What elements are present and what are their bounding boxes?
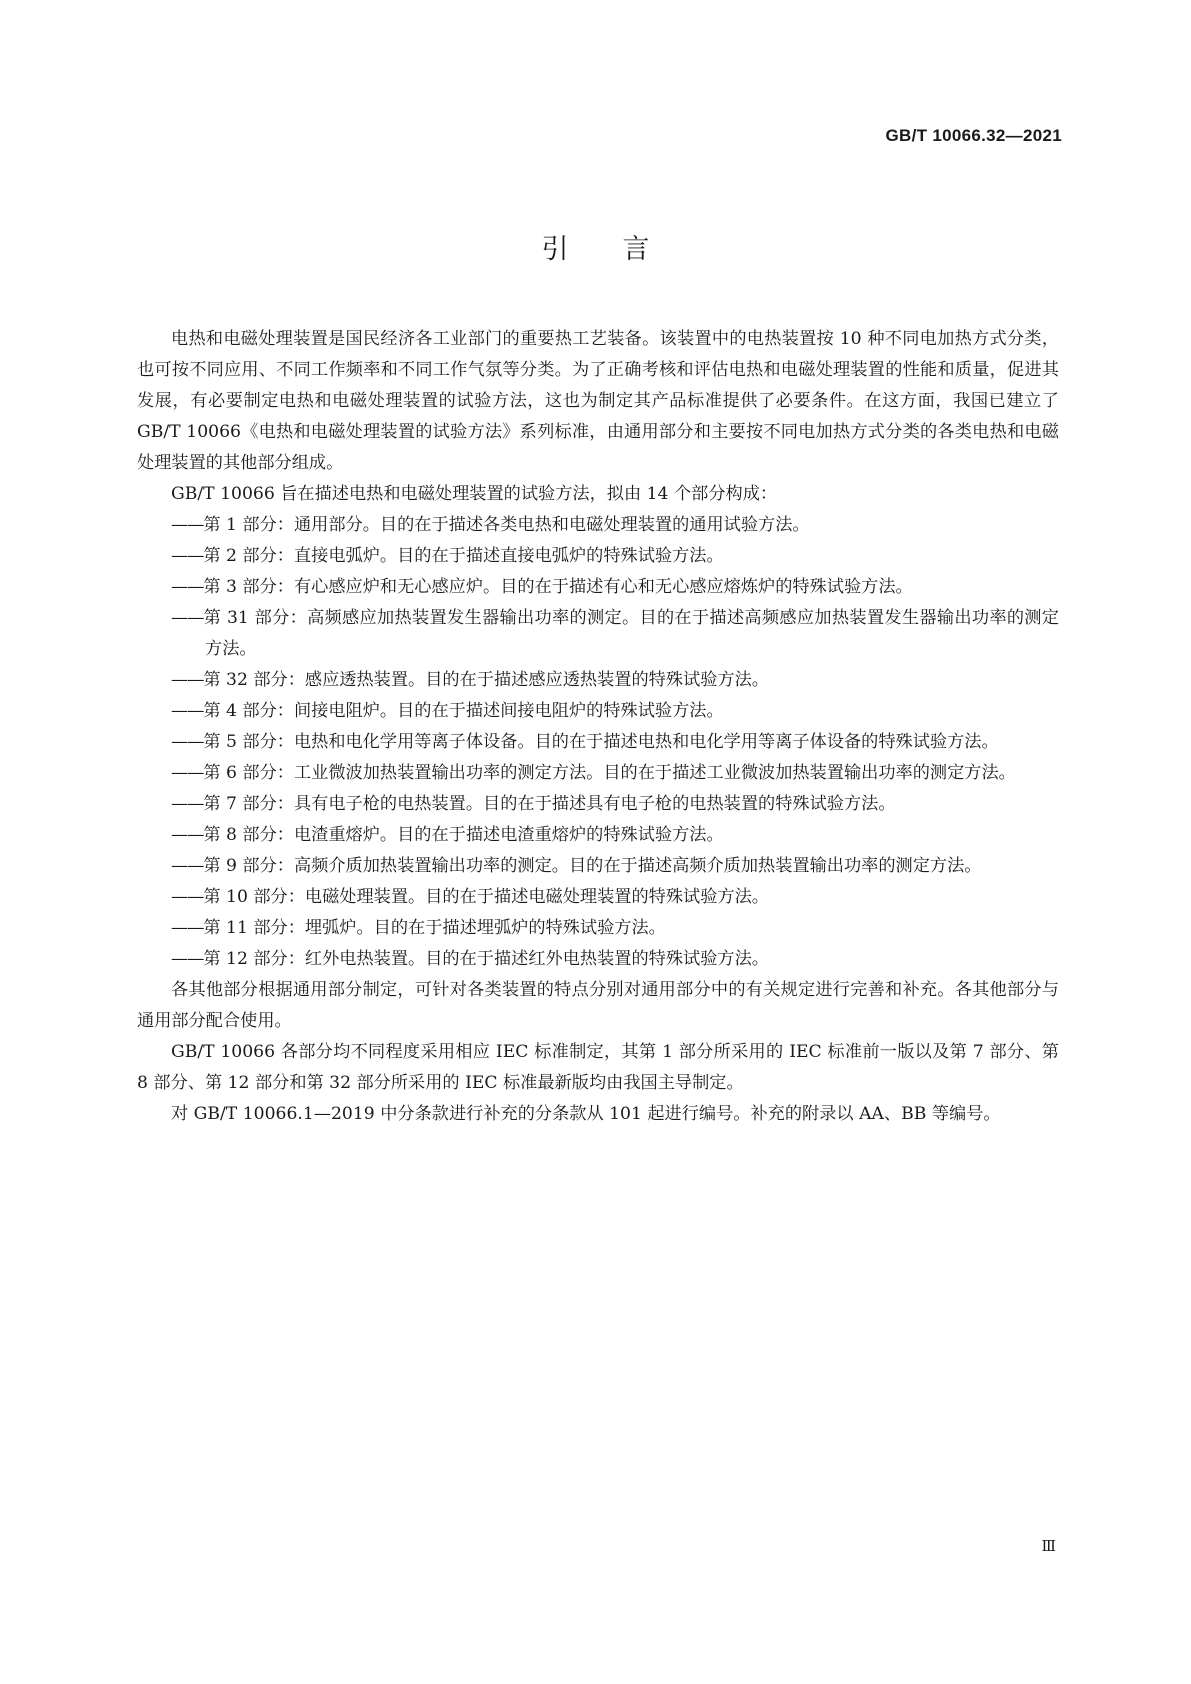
dash-marker: —— [171,608,204,628]
dash-marker: —— [171,918,204,938]
dash-marker: —— [171,856,204,876]
list-item-text: 第 12 部分：红外电热装置。目的在于描述红外电热装置的特殊试验方法。 [203,949,769,969]
dash-marker: —— [171,546,204,566]
list-item-text: 第 10 部分：电磁处理装置。目的在于描述电磁处理装置的特殊试验方法。 [203,887,769,907]
list-item [137,572,1059,603]
dash-marker: —— [171,577,204,597]
list-item [137,944,1059,975]
list-item-text: 第 7 部分：具有电子枪的电热装置。目的在于描述具有电子枪的电热装置的特殊试验方法。 [203,794,896,814]
list-item-text: 第 1 部分：通用部分。目的在于描述各类电热和电磁处理装置的通用试验方法。 [203,515,810,535]
list-intro: GB/T 10066 旨在描述电热和电磁处理装置的试验方法，拟由 14 个部分构成： [171,484,778,504]
list-item-text: 第 9 部分：高频介质加热装置输出功率的测定。目的在于描述高频介质加热装置输出功率的测定方法。 [203,856,982,876]
dash-marker: —— [171,794,204,814]
list-item [137,727,1059,758]
dash-marker: —— [171,701,204,721]
dash-marker: —— [171,825,204,845]
list-item [137,882,1059,913]
closing-paragraph: 各其他部分根据通用部分制定，可针对各类装置的特点分别对通用部分中的有关规定进行完善和补充。各其他部分与通用部分配合使用。 [137,980,1059,1031]
list-item-text: 第 6 部分：工业微波加热装置输出功率的测定方法。目的在于描述工业微波加热装置输出功率的测定方法。 [203,763,1016,783]
list-item [137,913,1059,944]
list-item [137,696,1059,727]
dash-marker: —— [171,949,204,969]
list-item [137,789,1059,820]
dash-marker: —— [171,670,204,690]
list-item [137,758,1059,789]
list-item [137,820,1059,851]
page-number: Ⅲ [1041,1537,1056,1555]
parts-list [137,510,1059,975]
dash-marker: —— [171,887,204,907]
standard-number: GB/T 10066.32—2021 [885,126,1062,145]
list-item-text: 第 32 部分：感应透热装置。目的在于描述感应透热装置的特殊试验方法。 [203,670,769,690]
closing-paragraph: 对 GB/T 10066.1—2019 中分条款进行补充的分条款从 101 起进行编号。补充的附录以 AA、BB 等编号。 [171,1104,1001,1124]
page-title: 引言 [541,234,704,265]
list-item [137,851,1059,882]
list-item [137,665,1059,696]
list-item-text: 第 5 部分：电热和电化学用等离子体设备。目的在于描述电热和电化学用等离子体设备的特殊试验方法。 [203,732,999,752]
list-item-text: 第 31 部分：高频感应加热装置发生器输出功率的测定。目的在于描述高频感应加热装置发生器输出功率的测定方法。 [203,608,1059,659]
list-item [137,541,1059,572]
list-item [137,603,1059,665]
list-item-text: 第 3 部分：有心感应炉和无心感应炉。目的在于描述有心和无心感应熔炼炉的特殊试验方法。 [203,577,913,597]
document-body [137,324,1059,1130]
dash-marker: —— [171,763,204,783]
closing-paragraph: GB/T 10066 各部分均不同程度采用相应 IEC 标准制定，其第 1 部分所采用的 IEC 标准前一版以及第 7 部分、第 8 部分、第 12 部分和第 32 部分所采用的 IEC 标准最新版均由我国主导制定。 [137,1042,1059,1093]
intro-paragraph: 电热和电磁处理装置是国民经济各工业部门的重要热工艺装备。该装置中的电热装置按 10 种不同电加热方式分类，也可按不同应用、不同工作频率和不同工作气氛等分类。为了正确考核和评估电热和电磁处理装置的性能和质量，促进其发展，有必要制定电热和电磁处理装置的试验方法，这也为制定其产品标准提供了必要条件。在这方面，我国已建立了 GB/T 10066《电热和电磁处理装置的试验方法》系列标准，由通用部分和主要按不同电加热方式分类的各类电热和电磁处理装置的其他部分组成。 [137,329,1059,473]
list-item-text: 第 11 部分：埋弧炉。目的在于描述埋弧炉的特殊试验方法。 [203,918,666,938]
dash-marker: —— [171,732,204,752]
dash-marker: —— [171,515,204,535]
list-item-text: 第 4 部分：间接电阻炉。目的在于描述间接电阻炉的特殊试验方法。 [203,701,724,721]
list-item-text: 第 2 部分：直接电弧炉。目的在于描述直接电弧炉的特殊试验方法。 [203,546,724,566]
list-item [137,510,1059,541]
list-item-text: 第 8 部分：电渣重熔炉。目的在于描述电渣重熔炉的特殊试验方法。 [203,825,724,845]
